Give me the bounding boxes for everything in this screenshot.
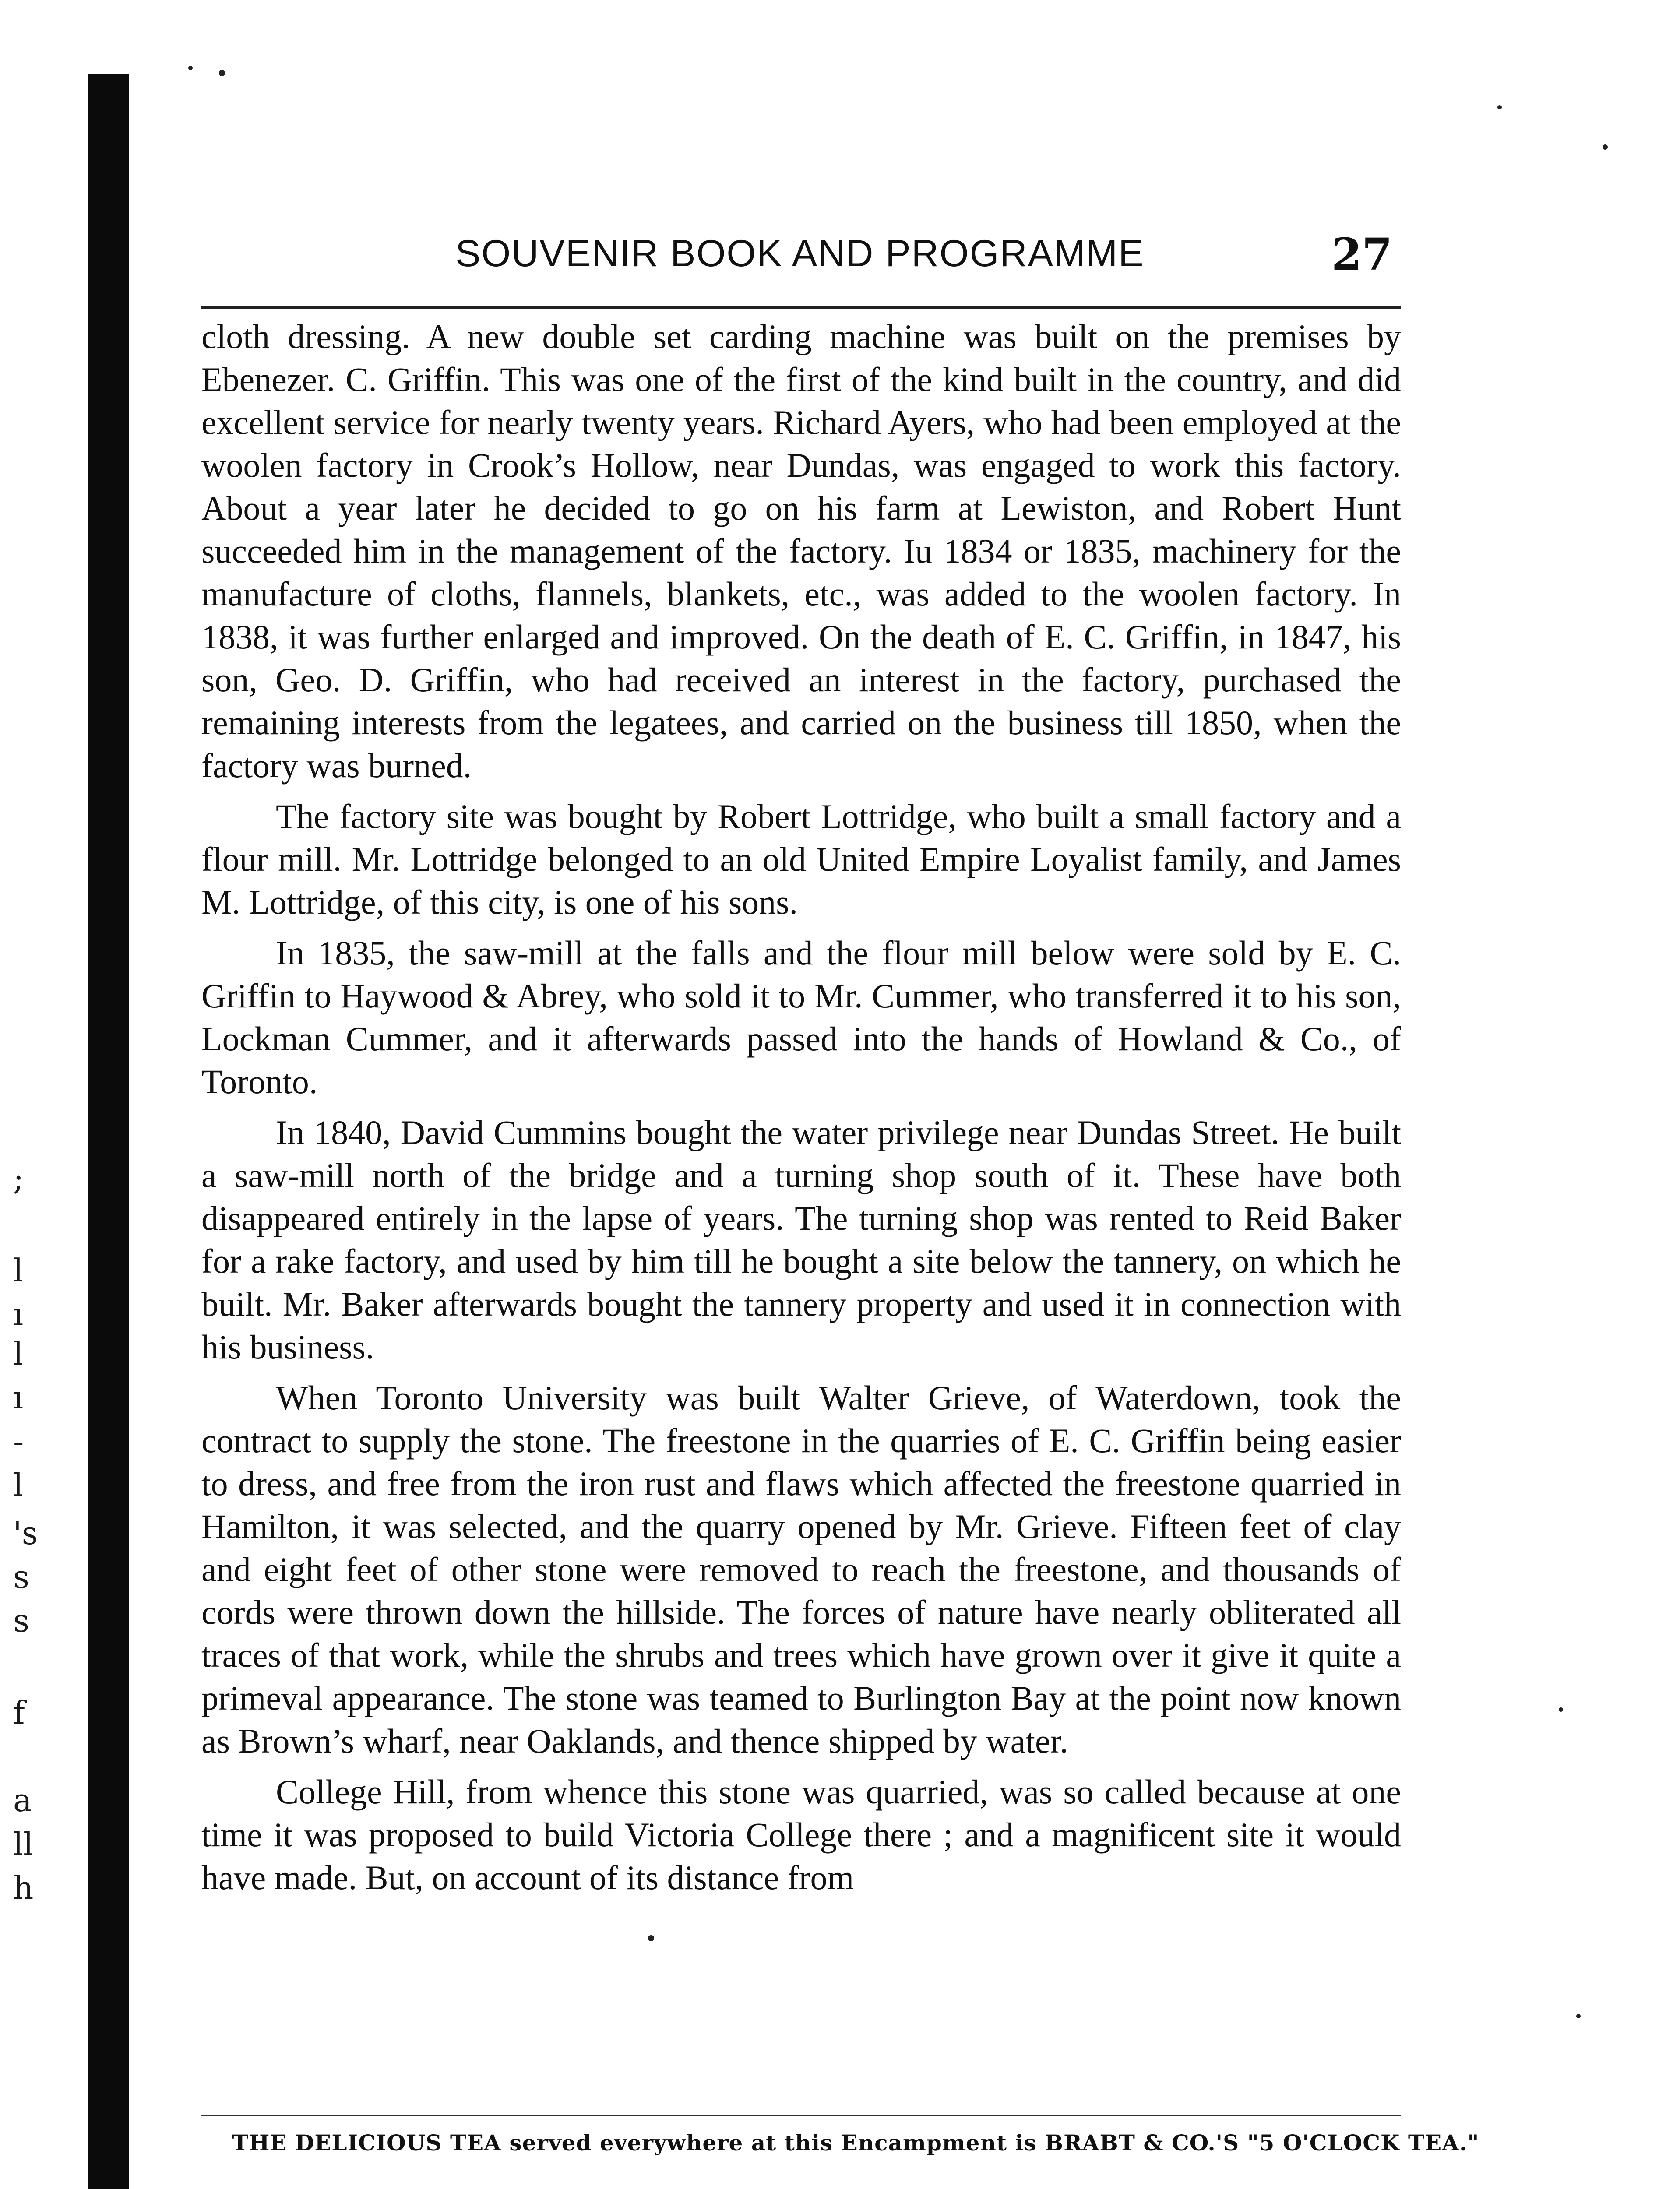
margin-mark: l — [13, 1335, 24, 1372]
margin-mark: h — [13, 1869, 34, 1906]
paragraph: In 1835, the saw-mill at the falls and the flour mill below were sold by E. C. Griffin to Haywood & Abrey, who sold it to Mr. Cummer, who transferred it to his son, Lockman Cummer, and it afterwards passed into the hands of Howland & Co., of Toronto. — [201, 934, 1401, 1101]
speck — [1559, 1707, 1563, 1712]
margin-mark: a — [13, 1782, 32, 1819]
margin-mark: l — [13, 1467, 24, 1503]
body-text — [201, 315, 1401, 1907]
running-title: SOUVENIR BOOK AND PROGRAMME — [455, 232, 1145, 275]
paragraph: The factory site was bought by Robert Lottridge, who built a small factory and a flour mill. Mr. Lottridge belonged to an old United Empire Loyalist family, and James M. Lottridge, of this city, is one of his sons. — [201, 797, 1401, 921]
speck — [188, 66, 193, 70]
speck — [1576, 2014, 1581, 2018]
speck — [1497, 105, 1502, 109]
margin-mark: s — [13, 1559, 29, 1595]
binding-shadow — [88, 74, 129, 2189]
paragraph: In 1840, David Cummins bought the water privilege near Dundas Street. He built a saw-mill north of the bridge and a turning shop south of it. These have both disappeared entirely in the lapse of years. The turning shop was rented to Reid Baker for a rake factory, and used by him till he bought a site below the tannery, on which he built. Mr. Baker afterwards bought the tannery property and used it in connection with his business. — [201, 1113, 1401, 1366]
page-header — [201, 229, 1401, 289]
margin-mark: - — [13, 1423, 24, 1460]
footer-rule — [201, 2115, 1401, 2116]
margin-mark: s — [13, 1602, 29, 1639]
margin-mark: ı — [13, 1296, 24, 1333]
paragraph: cloth dressing. A new double set carding machine was built on the premises by Ebenezer. C. Griffin. This was one of the first of the kind built in the country, and did excellent service for nearly twenty years. Richard Ayers, who had been employed at the woolen factory in Crook’s Hollow, near Dundas, was engaged to work this factory. About a year later he decided to go on his farm at Lewiston, and Robert Hunt succeeded him in the management of the factory. Iu 1834 or 1835, machinery for the manufacture of cloths, flannels, blankets, etc., was added to the woolen factory. In 1838, it was further enlarged and improved. On the death of E. C. Griffin, in 1847, his son, Geo. D. Griffin, who had received an interest in the factory, purchased the remaining interests from the legatees, and carried on the business till 1850, when the factory was burned. — [201, 317, 1401, 785]
paragraph: College Hill, from whence this stone was quarried, was so called because at one time it was proposed to build Victoria College there ; and a magnificent site it would have made. But, on account of its distance from — [201, 1773, 1401, 1897]
speck — [219, 70, 225, 76]
margin-mark: l — [13, 1252, 24, 1289]
header-rule — [201, 306, 1401, 309]
margin-mark: ll — [13, 1826, 34, 1862]
speck — [1603, 144, 1608, 150]
page-number: 27 — [1331, 229, 1392, 280]
margin-mark: f — [13, 1694, 25, 1731]
margin-mark: ; — [13, 1160, 24, 1197]
speck — [648, 1935, 654, 1941]
footer-advertisement: THE DELICIOUS TEA served everywhere at this Encampment is BRABT & CO.'S "5 O'CLOCK TEA." — [232, 2130, 1479, 2156]
margin-mark: 's — [13, 1515, 38, 1552]
paragraph: When Toronto University was built Walter Grieve, of Waterdown, took the contract to supply the stone. The freestone in the quarries of E. C. Griffin being easier to dress, and free from the iron rust and flaws which affected the freestone quarried in Hamilton, it was selected, and the quarry opened by Mr. Grieve. Fifteen feet of clay and eight feet of other stone were removed to reach the freestone, and thousands of cords were thrown down the hillside. The forces of nature have nearly obliterated all traces of that work, while the shrubs and trees which have grown over it give it quite a primeval appearance. The stone was teamed to Burlington Bay at the point now known as Brown’s wharf, near Oaklands, and thence shipped by water. — [201, 1379, 1401, 1760]
margin-mark: ı — [13, 1379, 24, 1416]
